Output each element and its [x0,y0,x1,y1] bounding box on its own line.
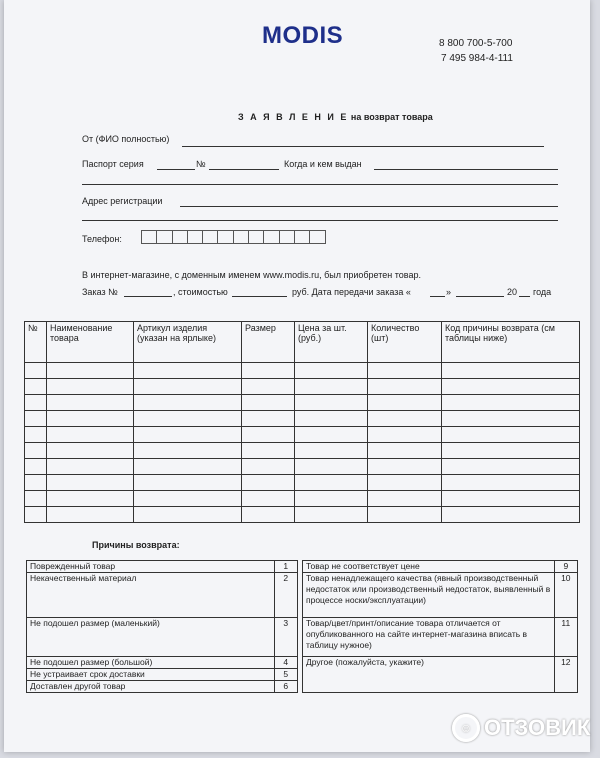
reason-row: Не подошел размер (маленький) 3 Товар/цвет/принт/описание товара отличается от опубликованного на сайте интернет-магазина вписать в таблицу нужное) 11 [27,618,578,657]
goods-table [24,321,580,523]
reason-label: Товар ненадлежащего качества (явный производственный недостаток или производственный недостаток, выявленный в процессе носки/эксплуатации) [302,573,554,618]
from-field[interactable] [182,146,544,147]
col-reason-code: Код причины возврата (см таблицы ниже) [442,322,580,363]
quote-close: » [446,287,452,297]
table-row[interactable] [25,443,580,459]
col-article: Артикул изделия (указан на ярлыке) [134,322,242,363]
table-row[interactable] [25,475,580,491]
passport-series-label: Паспорт серия [82,159,144,169]
reason-row: Некачественный материал 2 Товар ненадлежащего качества (явный производственный недостаток или производственный недостаток, выявленный в процессе носки/эксплуатации) 10 [27,573,578,618]
reason-row: Не подошел размер (большой) 4 Другое (пожалуйста, укажите) 12 [27,657,578,669]
reason-label: Не подошел размер (большой) [27,657,275,669]
reason-label: Некачественный материал [27,573,275,618]
reason-label: Товар/цвет/принт/описание товара отличается от опубликованного на сайте интернет-магазина вписать в таблицу нужное) [302,618,554,657]
reason-label: Другое (пожалуйста, укажите) [302,657,554,693]
reasons-table [26,560,578,693]
passport-number-field[interactable] [209,169,279,170]
year-label: года [533,287,552,297]
reason-row: Не устраивает срок доставки 5 [27,669,578,681]
address-field[interactable] [180,206,558,207]
intro-text: В интернет-магазине, с доменным именем www.modis.ru, был приобретен товар. [82,270,421,280]
year-prefix: 20 [507,287,518,297]
col-number: № [25,322,47,363]
col-quantity: Количество (шт) [368,322,442,363]
cost-field[interactable] [232,296,287,297]
reason-row: Поврежденный товар 1 Товар не соответствует цене 9 [27,561,578,573]
form-paper [4,0,590,752]
table-row[interactable] [25,507,580,523]
col-name: Наименование товара [47,322,134,363]
table-row[interactable] [25,427,580,443]
passport-series-field[interactable] [157,169,195,170]
passport-number-label: № [196,159,206,169]
reason-row: Доставлен другой товар 6 [27,681,578,693]
year-field[interactable] [519,296,530,297]
col-size: Размер [242,322,295,363]
month-field[interactable] [456,296,504,297]
table-row[interactable] [25,379,580,395]
goods-header-row [25,322,580,363]
telephone-label: Телефон: [82,234,122,244]
modis-logo: MODIS [262,22,344,49]
order-label: Заказ № [82,287,118,297]
address-label: Адрес регистрации [82,196,163,206]
reason-label: Поврежденный товар [27,561,275,573]
from-label: От (ФИО полностью) [82,134,170,144]
order-number-field[interactable] [124,296,172,297]
table-row[interactable] [25,395,580,411]
table-row[interactable] [25,491,580,507]
table-row[interactable] [25,411,580,427]
smile-circle-icon: ☺ [452,714,480,742]
day-field[interactable] [430,296,445,297]
reason-label: Доставлен другой товар [27,681,275,693]
table-row[interactable] [25,363,580,379]
reasons-title: Причины возврата: [92,540,180,550]
reason-label: Товар не соответствует цене [302,561,554,573]
page-title: З А Я В Л Е Н И Е на возврат товара [238,112,433,122]
reason-label: Не устраивает срок доставки [27,669,275,681]
phone-1: 8 800 700-5-700 [439,38,513,49]
cost-label: , стоимостью [173,287,228,297]
col-price: Цена за шт. (руб.) [295,322,368,363]
address-field-line2[interactable] [82,220,558,221]
issued-field[interactable] [374,169,558,170]
issued-field-line2[interactable] [82,184,558,185]
date-label: руб. Дата передачи заказа « [292,287,411,297]
otzovik-watermark: ☺ ОТЗОВИК [452,714,590,742]
phone-2: 7 495 984-4-111 [441,53,513,64]
reason-label: Не подошел размер (маленький) [27,618,275,657]
table-row[interactable] [25,459,580,475]
issued-label: Когда и кем выдан [284,159,362,169]
telephone-digit-boxes[interactable] [141,230,325,244]
